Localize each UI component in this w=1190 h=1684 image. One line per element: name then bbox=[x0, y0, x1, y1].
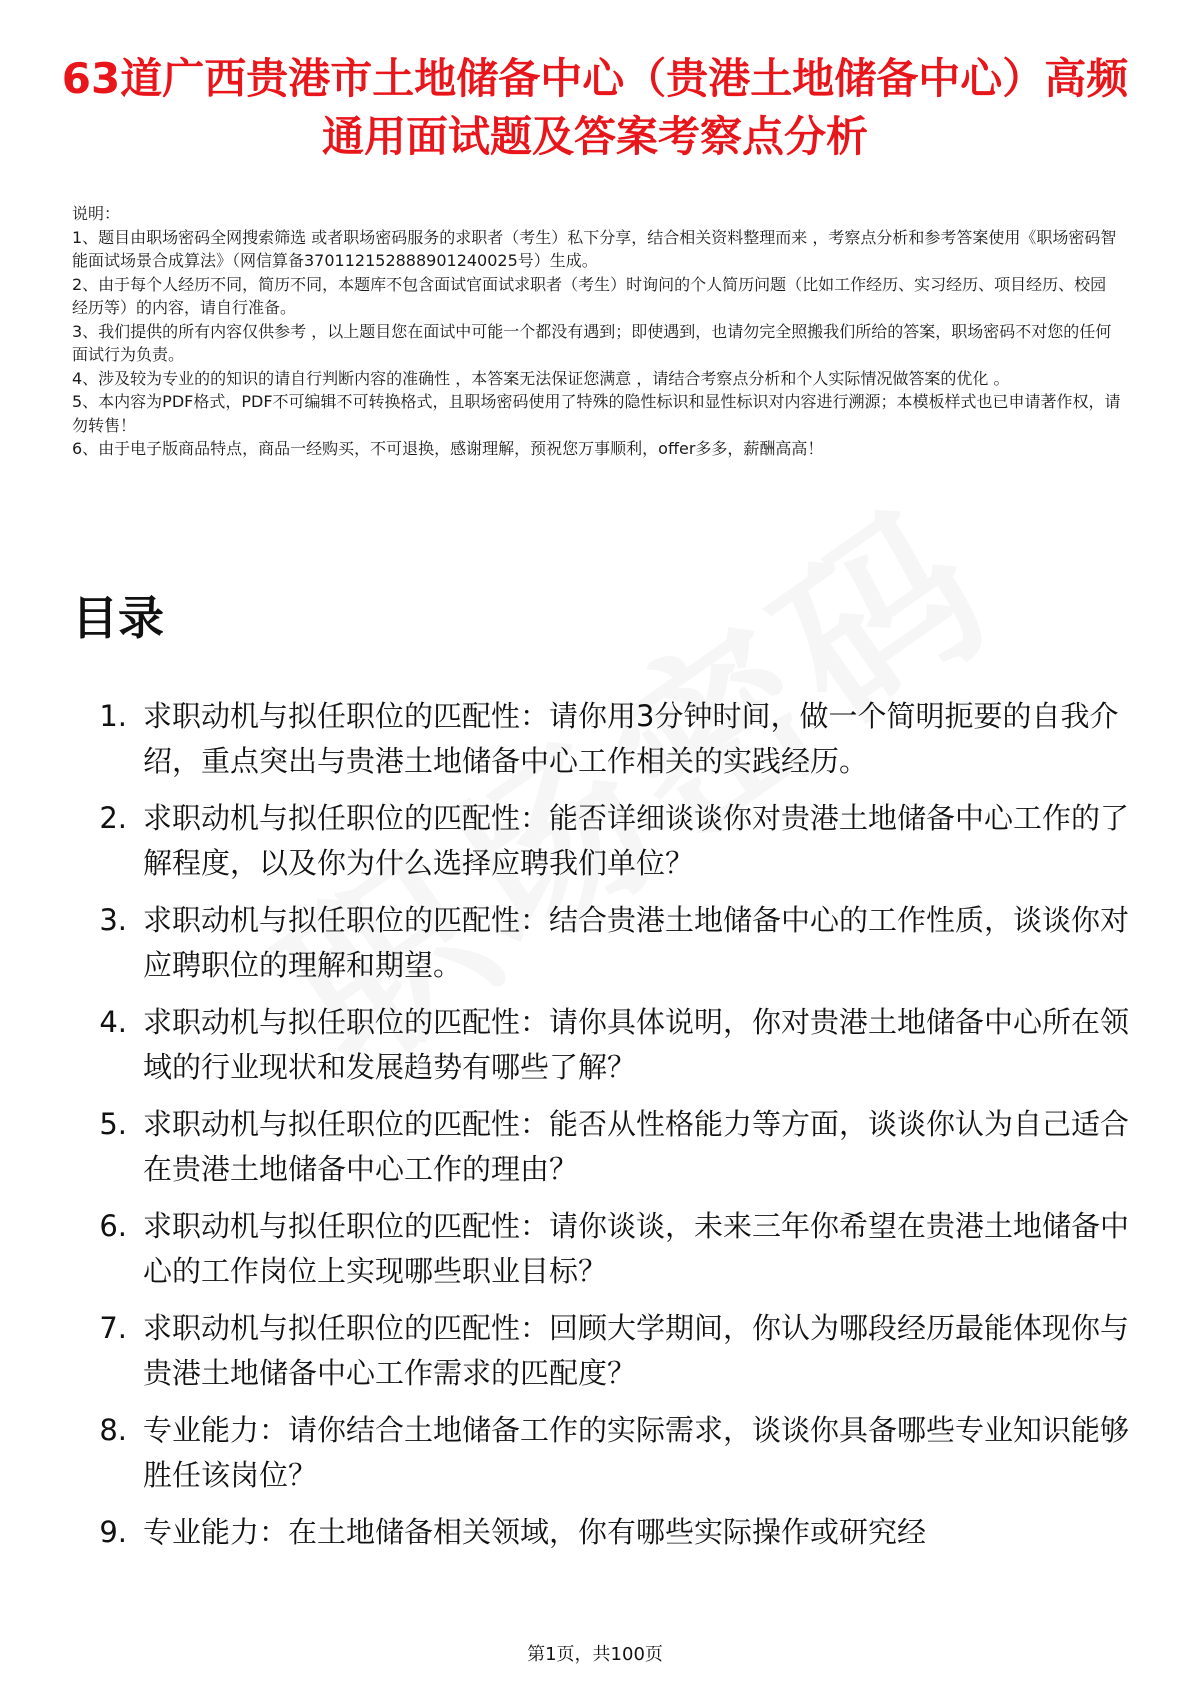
toc-item-number: 5. bbox=[99, 1107, 127, 1141]
toc-item-text: 求职动机与拟任职位的匹配性：请你谈谈，未来三年你希望在贵港土地储备中心的工作岗位上实现哪些职业目标？ bbox=[143, 1209, 1130, 1288]
toc-item[interactable] bbox=[72, 1204, 1132, 1294]
toc-heading: 目录 bbox=[72, 591, 164, 645]
toc-item-number: 2. bbox=[99, 801, 127, 835]
note-line: 3、我们提供的所有内容仅供参考 ，以上题目您在面试中可能一个都没有遇到；即使遇到，也请勿完全照搬我们所给的答案，职场密码不对您的任何面试行为负责。 bbox=[72, 321, 1112, 364]
toc-item-text: 专业能力：请你结合土地储备工作的实际需求，谈谈你具备哪些专业知识能够胜任该岗位？ bbox=[143, 1413, 1130, 1492]
toc-item[interactable] bbox=[72, 1408, 1132, 1498]
toc-item-number: 3. bbox=[99, 903, 127, 937]
note-line: 4、涉及较为专业的的知识的请自行判断内容的准确性 ，本答案无法保证您满意 ，请结合考察点分析和个人实际情况做答案的优化 。 bbox=[72, 368, 1010, 388]
note-line: 2、由于每个人经历不同，简历不同，本题库不包含面试官面试求职者（考生）时询问的个人简历问题（比如工作经历、实习经历、项目经历、校园经历等）的内容，请自行准备。 bbox=[72, 274, 1107, 317]
toc-item-number: 9. bbox=[99, 1515, 127, 1549]
toc-item[interactable] bbox=[72, 694, 1132, 784]
note-line: 1、题目由职场密码全网搜索筛选 或者职场密码服务的求职者（考生）私下分享，结合相关资料整理而来 ，考察点分析和参考答案使用《职场密码智能面试场景合成算法》（网信算备370112152888901240025号）生成。 bbox=[72, 227, 1117, 270]
toc-item-text: 求职动机与拟任职位的匹配性：能否详细谈谈你对贵港土地储备中心工作的了解程度，以及你为什么选择应聘我们单位？ bbox=[143, 801, 1130, 880]
note-line: 说明： bbox=[72, 204, 121, 223]
toc-item-text: 求职动机与拟任职位的匹配性：回顾大学期间，你认为哪段经历最能体现你与贵港土地储备中心工作需求的匹配度？ bbox=[143, 1311, 1130, 1390]
toc-item-number: 6. bbox=[99, 1209, 127, 1243]
toc-item-text: 求职动机与拟任职位的匹配性：结合贵港土地储备中心的工作性质，谈谈你对应聘职位的理解和期望。 bbox=[143, 903, 1130, 982]
toc-item-text: 求职动机与拟任职位的匹配性：请你用3分钟时间，做一个简明扼要的自我介绍，重点突出与贵港土地储备中心工作相关的实践经历。 bbox=[143, 699, 1119, 778]
toc-item[interactable] bbox=[72, 1102, 1132, 1192]
note-line: 5、本内容为PDF格式，PDF不可编辑不可转换格式，且职场密码使用了特殊的隐性标识和显性标识对内容进行溯源；本模板样式也已申请著作权，请勿转售！ bbox=[72, 392, 1121, 435]
toc-item-number: 1. bbox=[99, 699, 127, 733]
page-footer: 第1页，共100页 bbox=[527, 1644, 663, 1665]
note-line: 6、由于电子版商品特点，商品一经购买，不可退换，感谢理解，预祝您万事顺利，offer多多，薪酬高高！ bbox=[72, 439, 824, 458]
toc-item[interactable] bbox=[72, 1000, 1132, 1090]
toc-item[interactable] bbox=[72, 898, 1132, 988]
toc-item[interactable] bbox=[72, 796, 1132, 886]
toc-item[interactable] bbox=[72, 1510, 1132, 1555]
document-title: 63道广西贵港市土地储备中心（贵港土地储备中心）高频通用面试题及答案考察点分析 bbox=[61, 54, 1129, 161]
toc-item-number: 4. bbox=[99, 1005, 127, 1039]
toc-list bbox=[72, 694, 1132, 1567]
toc-item-number: 8. bbox=[99, 1413, 127, 1447]
toc-item[interactable] bbox=[72, 1306, 1132, 1396]
toc-item-text: 求职动机与拟任职位的匹配性：能否从性格能力等方面，谈谈你认为自己适合在贵港土地储备中心工作的理由？ bbox=[143, 1107, 1130, 1186]
toc-item-number: 7. bbox=[99, 1311, 127, 1345]
toc-item-text: 求职动机与拟任职位的匹配性：请你具体说明，你对贵港土地储备中心所在领域的行业现状和发展趋势有哪些了解？ bbox=[143, 1005, 1130, 1084]
notes-section bbox=[72, 202, 1122, 461]
toc-item-text: 专业能力：在土地储备相关领域，你有哪些实际操作或研究经 bbox=[143, 1515, 927, 1549]
